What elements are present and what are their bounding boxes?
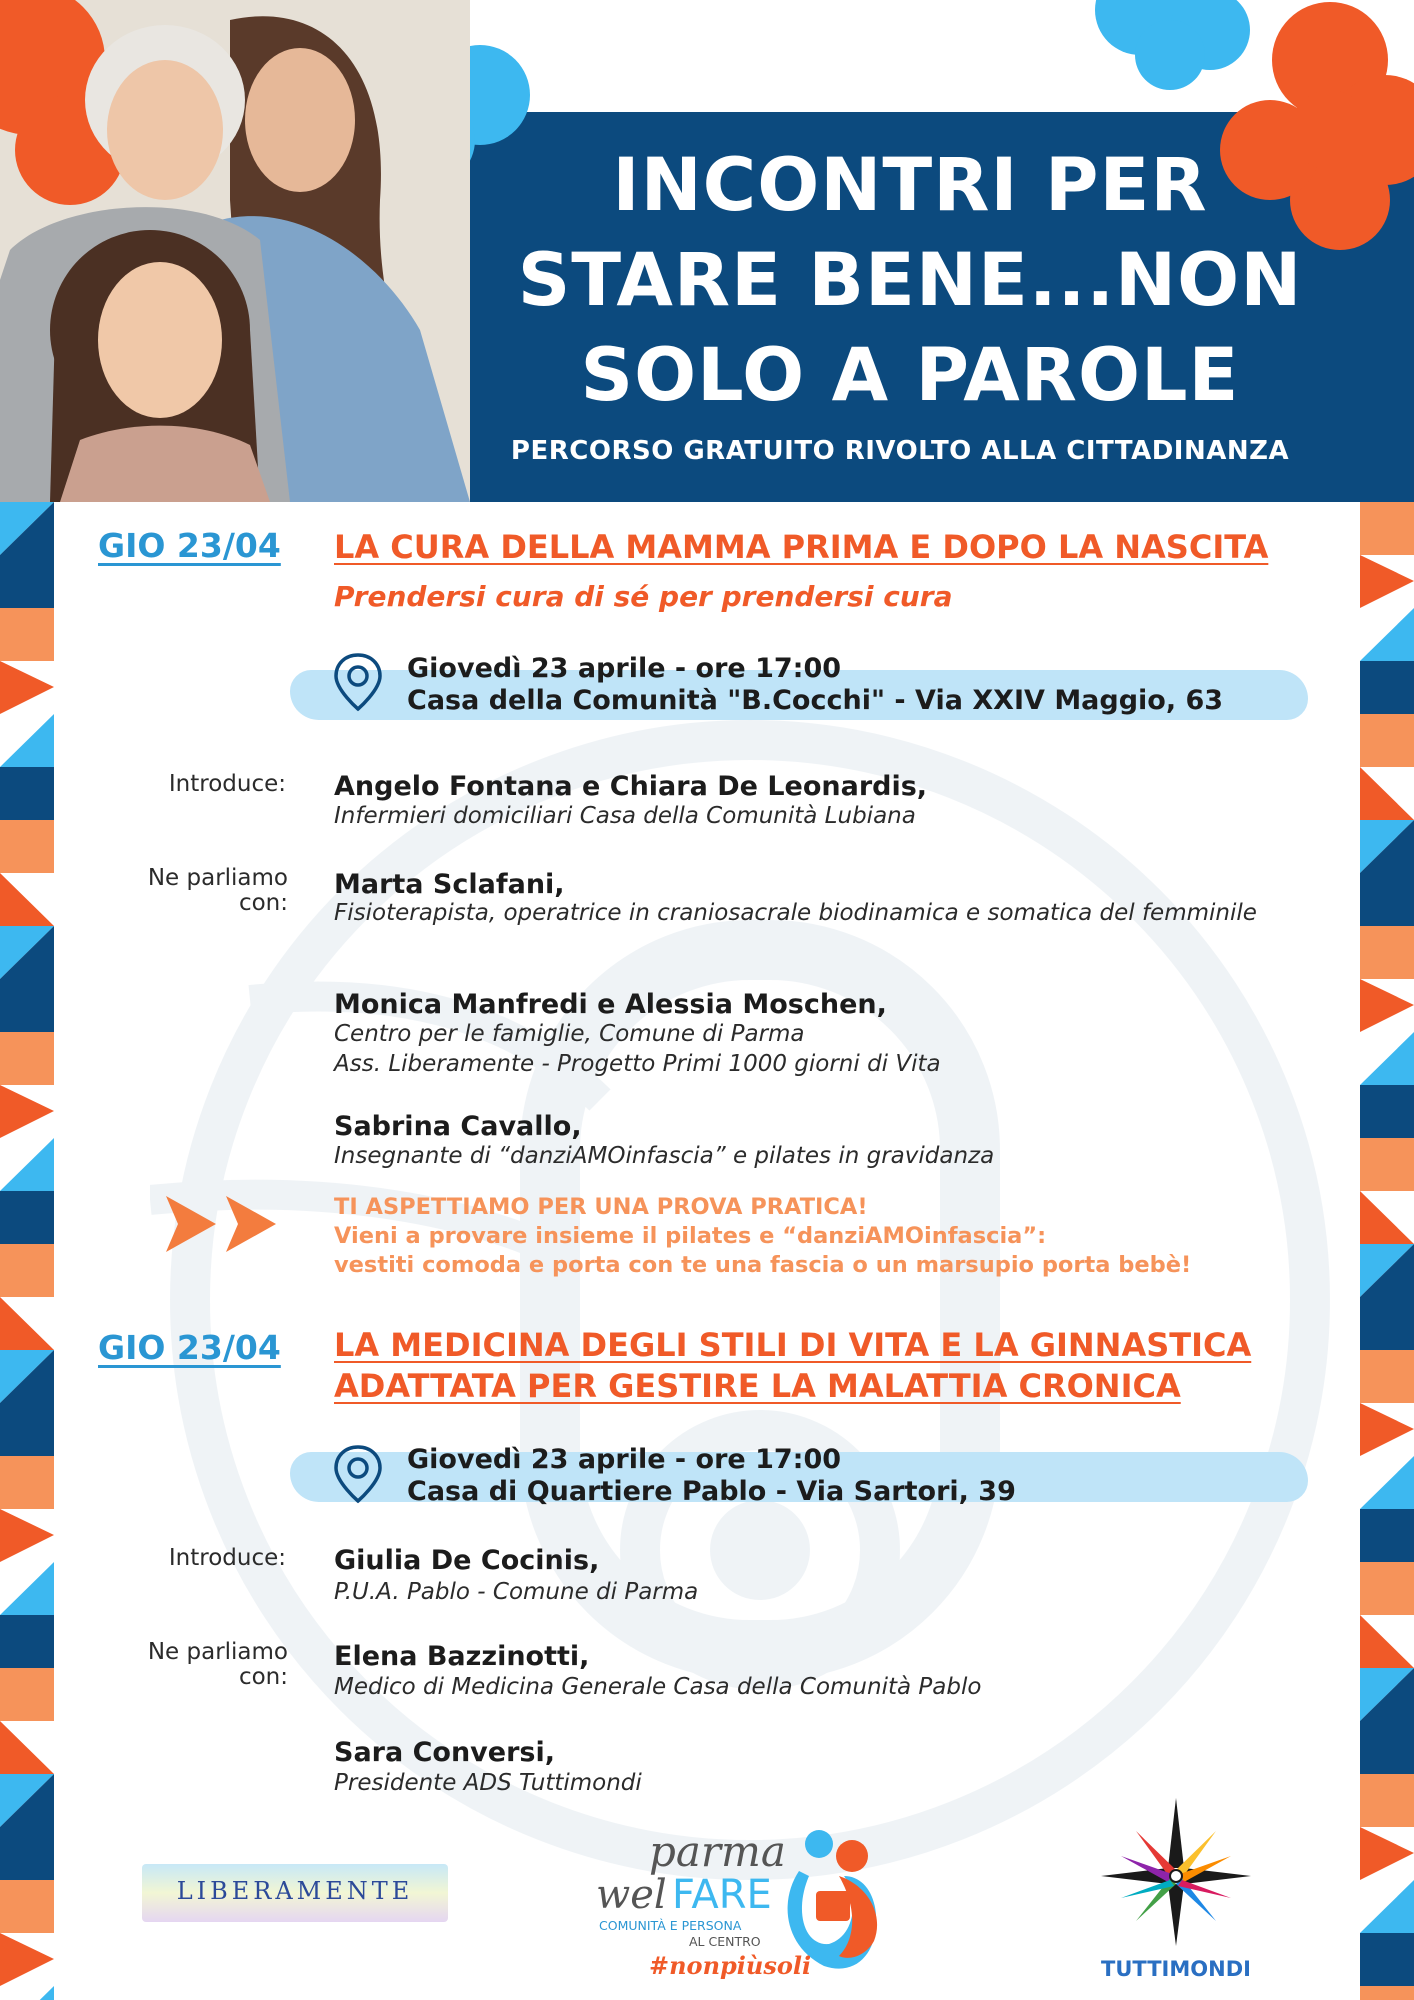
speaker-desc: Ass. Liberamente - Progetto Primi 1000 giorni di Vita bbox=[334, 1051, 941, 1077]
border-tile bbox=[0, 555, 54, 608]
event-date: GIO 23/04 bbox=[98, 1328, 281, 1367]
border-tile bbox=[0, 1138, 54, 1191]
border-tile bbox=[1360, 1085, 1414, 1138]
title-line: INCONTRI PER bbox=[612, 143, 1208, 228]
right-triangle-border bbox=[1360, 502, 1414, 2000]
liberamente-logo bbox=[142, 1864, 448, 1922]
border-tile bbox=[1360, 661, 1414, 714]
event-venue: Casa di Quartiere Pablo - Via Sartori, 39 bbox=[407, 1476, 1016, 1507]
border-tile bbox=[0, 661, 54, 714]
border-tile bbox=[0, 1297, 54, 1350]
event-subtitle: Prendersi cura di sé per prendersi cura bbox=[334, 580, 953, 613]
left-triangle-border bbox=[0, 502, 54, 2000]
border-tile bbox=[1360, 1827, 1414, 1880]
tuttimondi-logo-text: TUTTIMONDI bbox=[1101, 1957, 1251, 1981]
border-tile bbox=[1360, 767, 1414, 820]
border-tile bbox=[1360, 1933, 1414, 1986]
event-title-line: LA CURA DELLA MAMMA PRIMA E DOPO LA NASCITA bbox=[334, 528, 1269, 566]
practice-line: TI ASPETTIAMO PER UNA PROVA PRATICA! bbox=[334, 1194, 868, 1220]
border-tile bbox=[0, 1615, 54, 1668]
border-tile bbox=[1360, 1509, 1414, 1562]
speakers-label: Ne parliamo con: bbox=[147, 865, 288, 916]
introducer-desc: Infermieri domiciliari Casa della Comunità Lubiana bbox=[334, 803, 916, 829]
parma-logo-wel: wel bbox=[596, 1872, 667, 1918]
introducer-desc: P.U.A. Pablo - Comune di Parma bbox=[334, 1579, 699, 1605]
speaker-desc: Insegnante di “danziAMOinfascia” e pilates in gravidanza bbox=[334, 1143, 995, 1169]
event-location bbox=[407, 653, 1223, 717]
event-title bbox=[334, 527, 1268, 568]
border-tile bbox=[0, 1350, 54, 1403]
border-tile bbox=[1360, 502, 1414, 555]
speaker-name: Marta Sclafani, bbox=[334, 869, 565, 900]
border-tile bbox=[1360, 926, 1414, 979]
border-tile bbox=[1360, 820, 1414, 873]
border-tile bbox=[0, 926, 54, 979]
border-tile bbox=[0, 1827, 54, 1880]
parma-logo-tagline: COMUNITÀ E PERSONA bbox=[599, 1918, 742, 1933]
border-tile bbox=[1360, 1668, 1414, 1721]
photo-illustration bbox=[0, 0, 470, 502]
border-tile bbox=[0, 1562, 54, 1615]
border-tile bbox=[0, 608, 54, 661]
title-line: STARE BENE...NON bbox=[517, 238, 1303, 323]
main-title bbox=[470, 138, 1350, 423]
border-tile bbox=[1360, 1986, 1414, 2000]
subtitle: PERCORSO GRATUITO RIVOLTO ALLA CITTADINANZA bbox=[510, 436, 1290, 466]
introducer-name: Angelo Fontana e Chiara De Leonardis, bbox=[334, 771, 928, 802]
title-line: SOLO A PAROLE bbox=[580, 333, 1240, 418]
border-tile bbox=[0, 1774, 54, 1827]
parma-logo-hashtag: #nonpiùsoli bbox=[649, 1951, 812, 1980]
border-tile bbox=[0, 1085, 54, 1138]
border-tile bbox=[1360, 1403, 1414, 1456]
event-datetime: Giovedì 23 aprile - ore 17:00 bbox=[407, 1444, 842, 1475]
event-date: GIO 23/04 bbox=[98, 526, 281, 565]
border-tile bbox=[1360, 714, 1414, 767]
location-pin-icon bbox=[332, 1444, 384, 1504]
border-tile bbox=[0, 979, 54, 1032]
location-pin-icon bbox=[332, 652, 384, 712]
border-tile bbox=[0, 502, 54, 555]
parma-logo-fare: FARE bbox=[672, 1872, 772, 1918]
event-datetime: Giovedì 23 aprile - ore 17:00 bbox=[407, 653, 842, 684]
parma-logo-word: parma bbox=[649, 1827, 786, 1876]
speaker-name: Sabrina Cavallo, bbox=[334, 1111, 582, 1142]
introducer-name: Giulia De Cocinis, bbox=[334, 1545, 600, 1576]
border-tile bbox=[1360, 873, 1414, 926]
border-tile bbox=[1360, 1032, 1414, 1085]
border-tile bbox=[1360, 1138, 1414, 1191]
border-tile bbox=[1360, 1456, 1414, 1509]
border-tile bbox=[0, 767, 54, 820]
border-tile bbox=[0, 1668, 54, 1721]
border-tile bbox=[1360, 1191, 1414, 1244]
speaker-desc: Presidente ADS Tuttimondi bbox=[334, 1770, 642, 1796]
border-tile bbox=[0, 873, 54, 926]
practice-line: Vieni a provare insieme il pilates e “danziAMOinfascia”: bbox=[334, 1223, 1047, 1249]
speaker-desc: Fisioterapista, operatrice in craniosacrale biodinamica e somatica del femminile bbox=[334, 900, 1257, 926]
liberamente-logo-text: LIBERAMENTE bbox=[176, 1877, 414, 1905]
border-tile bbox=[0, 1032, 54, 1085]
event-title-line: ADATTATA PER GESTIRE LA MALATTIA CRONICA bbox=[334, 1367, 1181, 1405]
event-venue: Casa della Comunità "B.Cocchi" - Via XXIV Maggio, 63 bbox=[407, 685, 1224, 716]
border-tile bbox=[1360, 1350, 1414, 1403]
event-title-line: LA MEDICINA DEGLI STILI DI VITA E LA GINNASTICA bbox=[334, 1326, 1252, 1364]
border-tile bbox=[1360, 1774, 1414, 1827]
border-tile bbox=[0, 1244, 54, 1297]
parma-logo-tagline2: AL CENTRO bbox=[689, 1934, 761, 1949]
border-tile bbox=[1360, 979, 1414, 1032]
introduce-label: Introduce: bbox=[168, 771, 286, 797]
border-tile bbox=[0, 1456, 54, 1509]
speaker-name: Elena Bazzinotti, bbox=[334, 1641, 590, 1672]
border-tile bbox=[1360, 1297, 1414, 1350]
border-tile bbox=[1360, 608, 1414, 661]
family-photo bbox=[0, 0, 470, 502]
border-tile bbox=[0, 714, 54, 767]
practice-line: vestiti comoda e porta con te una fascia o un marsupio porta bebè! bbox=[334, 1252, 1192, 1278]
introduce-label: Introduce: bbox=[168, 1545, 286, 1571]
border-tile bbox=[0, 1403, 54, 1456]
speaker-desc: Medico di Medicina Generale Casa della Comunità Pablo bbox=[334, 1674, 982, 1700]
speaker-name: Sara Conversi, bbox=[334, 1737, 555, 1768]
border-tile bbox=[0, 1191, 54, 1244]
border-tile bbox=[1360, 1721, 1414, 1774]
border-tile bbox=[1360, 1615, 1414, 1668]
event-location bbox=[407, 1444, 1016, 1508]
speaker-name: Monica Manfredi e Alessia Moschen, bbox=[334, 989, 887, 1020]
border-tile bbox=[0, 1933, 54, 1986]
parma-welfare-logo bbox=[594, 1816, 894, 1986]
practice-callout bbox=[334, 1193, 1191, 1280]
watermark-logo bbox=[150, 700, 1350, 1900]
border-tile bbox=[1360, 1244, 1414, 1297]
border-tile bbox=[1360, 1880, 1414, 1933]
border-tile bbox=[0, 1721, 54, 1774]
border-tile bbox=[1360, 1562, 1414, 1615]
border-tile bbox=[0, 820, 54, 873]
border-tile bbox=[1360, 555, 1414, 608]
border-tile bbox=[0, 1509, 54, 1562]
event-title bbox=[334, 1325, 1251, 1407]
border-tile bbox=[0, 1986, 54, 2000]
tuttimondi-logo bbox=[1096, 1798, 1256, 1984]
speakers-label: Ne parliamo con: bbox=[147, 1639, 288, 1690]
double-arrow-icon bbox=[162, 1192, 292, 1256]
speaker-desc: Centro per le famiglie, Comune di Parma bbox=[334, 1021, 805, 1047]
border-tile bbox=[0, 1880, 54, 1933]
